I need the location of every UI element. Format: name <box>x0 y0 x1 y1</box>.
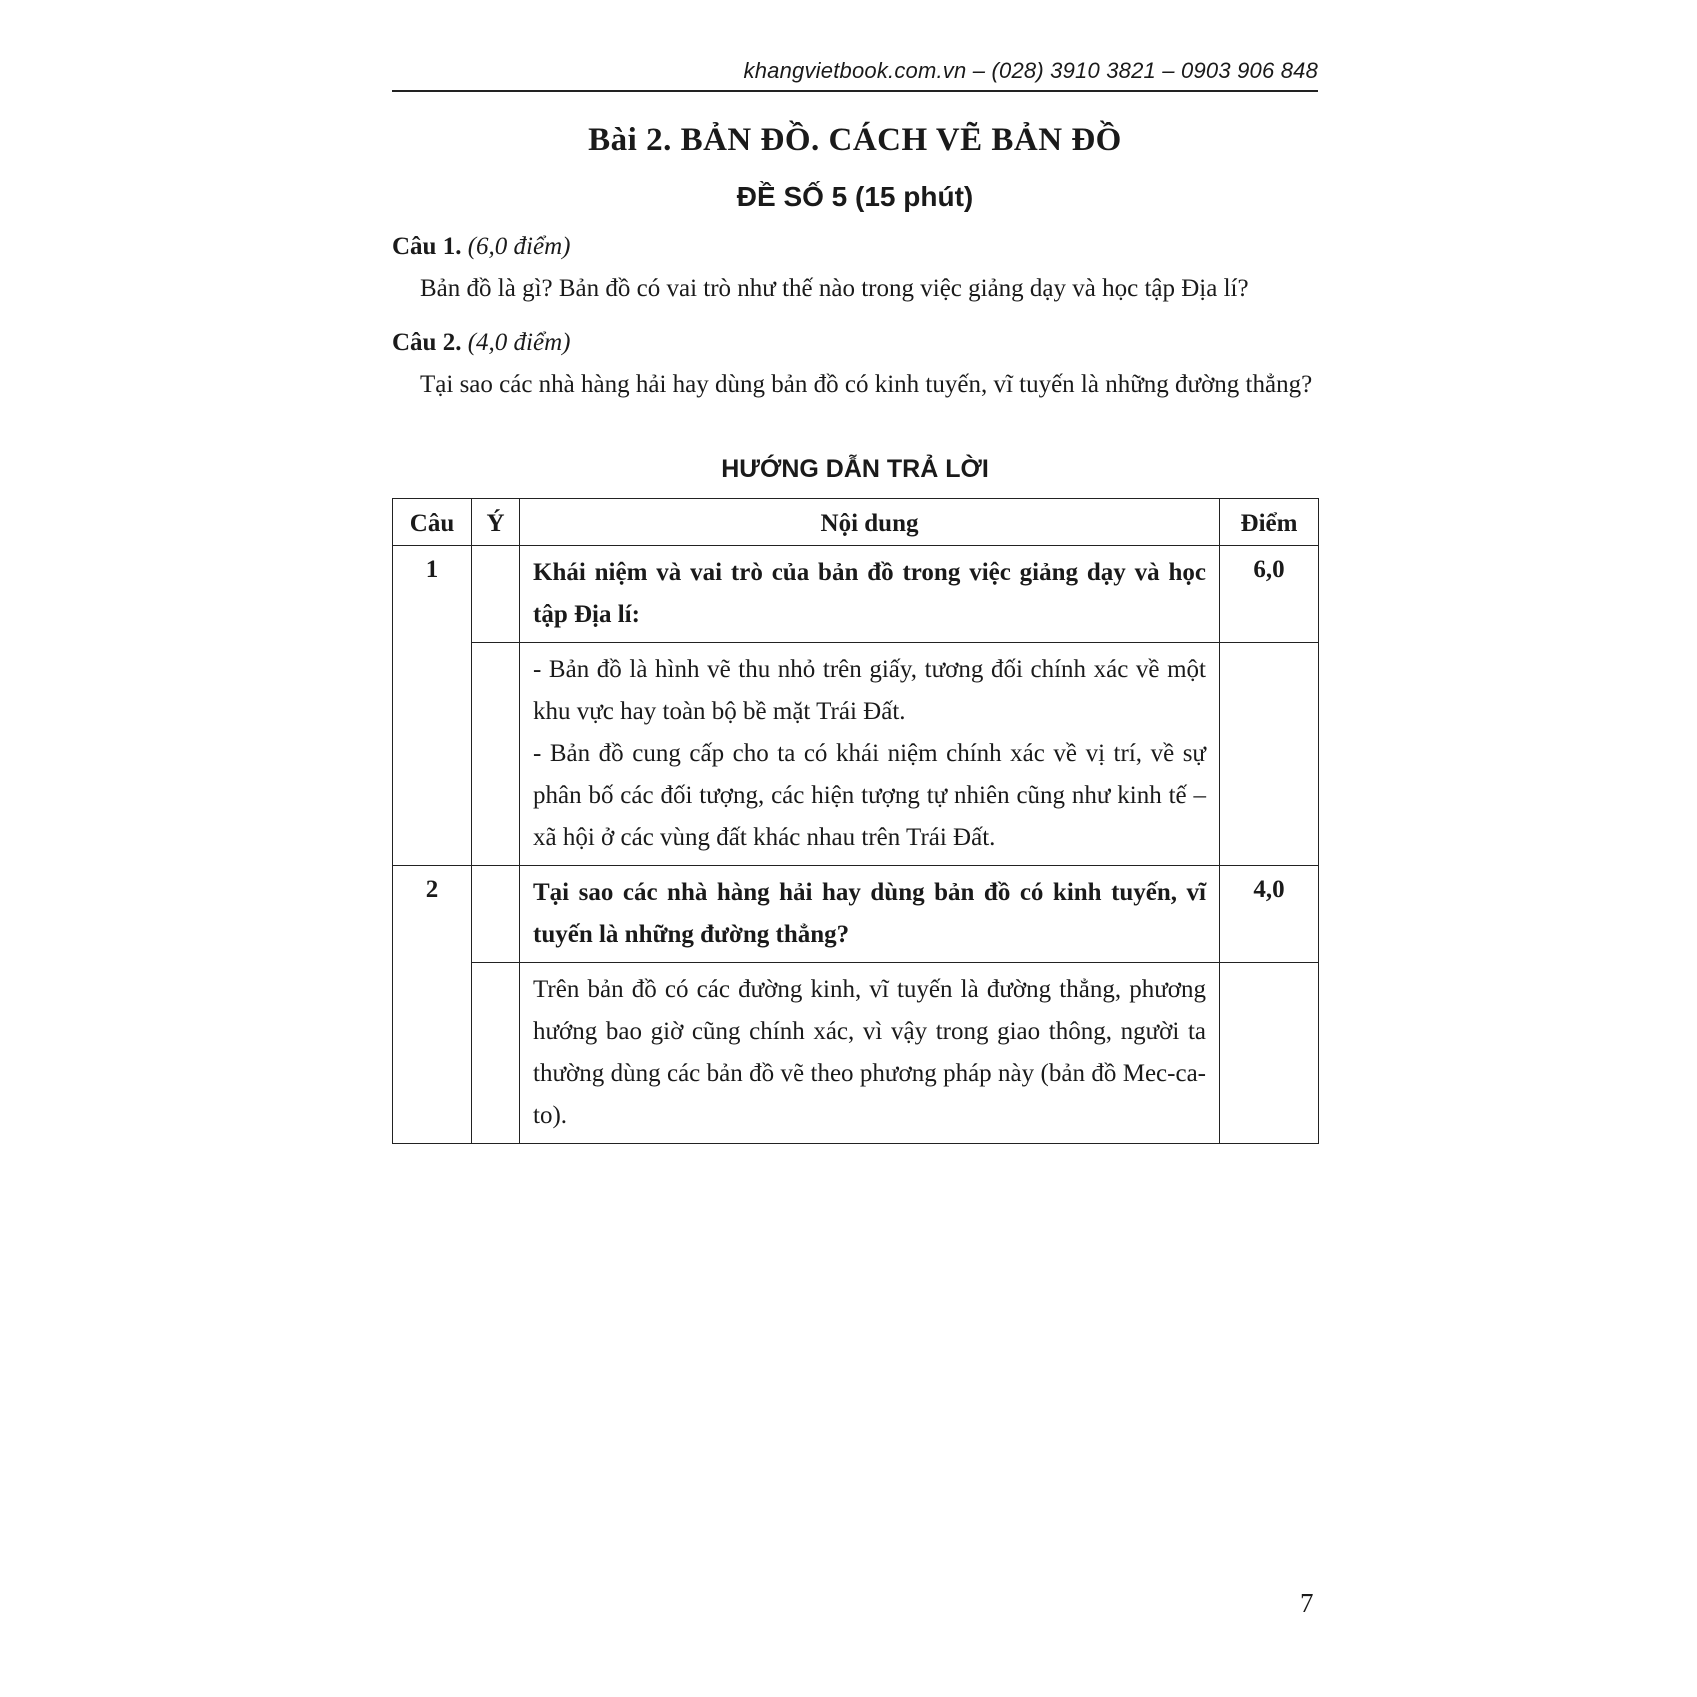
row-1-y-cell <box>472 546 520 643</box>
lesson-title: Bài 2. BẢN ĐỒ. CÁCH VẼ BẢN ĐỒ <box>588 122 1122 158</box>
table-row <box>393 866 1319 963</box>
table-header-row <box>393 499 1319 546</box>
row-2-detail-points-cell <box>1220 963 1319 1144</box>
row-1-heading: Khái niệm và vai trò của bản đồ trong việc giảng dạy và học tập Địa lí: <box>520 546 1220 643</box>
row-2-detail-1: Trên bản đồ có các đường kinh, vĩ tuyến là đường thẳng, phương hướng bao giờ cũng chính xác, vì vậy trong giao thông, người ta thường dùng các bản đồ vẽ theo phương pháp này (bản đồ Mec-ca-to). <box>533 976 1206 1129</box>
question-1-label: Câu 1. <box>392 233 462 260</box>
row-1-details <box>520 643 1220 866</box>
document-page <box>392 58 1318 1144</box>
header-y: Ý <box>472 499 520 546</box>
row-1-detail-points-cell <box>1220 643 1319 866</box>
header-noi-dung: Nội dung <box>520 499 1220 546</box>
running-header: khangvietbook.com.vn – (028) 3910 3821 – 0903 906 848 <box>392 58 1318 92</box>
exam-title: ĐỀ SỐ 5 (15 phút) <box>736 181 974 212</box>
row-1-detail-1: - Bản đồ là hình vẽ thu nhỏ trên giấy, tương đối chính xác về một khu vực hay toàn bộ bề mặt Trái Đất. <box>533 656 1206 725</box>
question-2-text: Tại sao các nhà hàng hải hay dùng bản đồ có kinh tuyến, vĩ tuyến là những đường thẳng? <box>420 371 1313 398</box>
row-2-detail-y-cell <box>472 963 520 1144</box>
answer-table <box>392 498 1319 1144</box>
question-2-heading <box>392 325 1318 361</box>
header-cau: Câu <box>393 499 472 546</box>
row-1-number: 1 <box>393 546 472 866</box>
row-1-detail-2: - Bản đồ cung cấp cho ta có khái niệm chính xác về vị trí, về sự phân bố các đối tượng, các hiện tượng tự nhiên cũng như kinh tế – xã hội ở các vùng đất khác nhau trên Trái Đất. <box>533 740 1206 851</box>
question-1-text: Bản đồ là gì? Bản đồ có vai trò như thế nào trong việc giảng dạy và học tập Địa lí? <box>420 275 1249 302</box>
row-2-number: 2 <box>393 866 472 1144</box>
row-2-details <box>520 963 1220 1144</box>
page-number: 7 <box>1300 1588 1314 1618</box>
question-2-points: (4,0 điểm) <box>467 329 571 356</box>
row-1-points: 6,0 <box>1220 546 1319 643</box>
table-row <box>393 643 1319 866</box>
table-row <box>393 963 1319 1144</box>
row-2-heading: Tại sao các nhà hàng hải hay dùng bản đồ có kinh tuyến, vĩ tuyến là những đường thẳng? <box>520 866 1220 963</box>
row-1-detail-y-cell <box>472 643 520 866</box>
question-1-heading <box>392 229 1318 265</box>
header-diem: Điểm <box>1220 499 1319 546</box>
answer-guide-title: HƯỚNG DẪN TRẢ LỜI <box>721 455 989 483</box>
question-1-points: (6,0 điểm) <box>467 233 571 260</box>
row-2-y-cell <box>472 866 520 963</box>
row-2-points: 4,0 <box>1220 866 1319 963</box>
question-2-label: Câu 2. <box>392 329 462 356</box>
table-row <box>393 546 1319 643</box>
